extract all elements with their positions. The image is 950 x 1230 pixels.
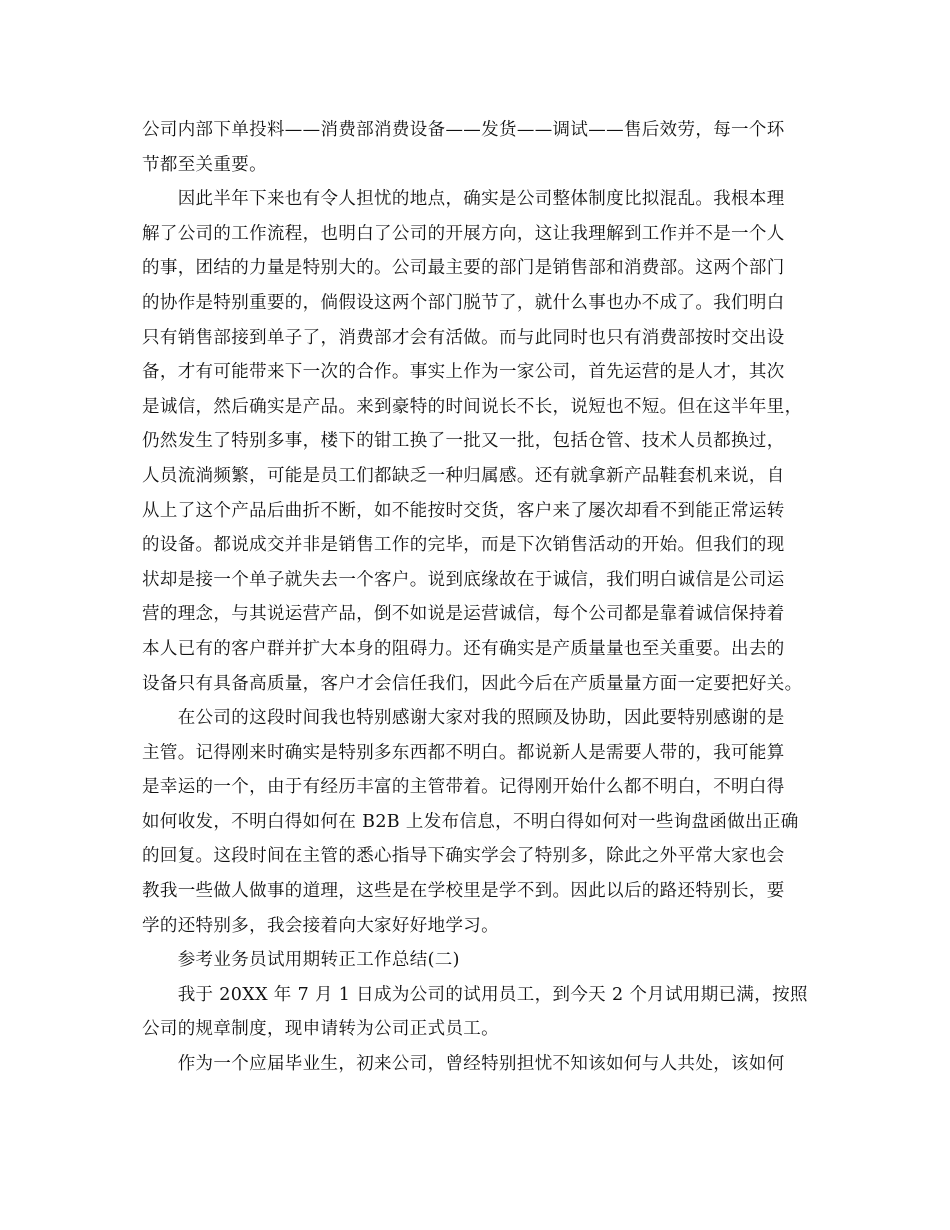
text-line: 设备只有具备高质量，客户才会信任我们，因此今后在产质量量方面一定要把好关。 (142, 673, 803, 694)
text-line: 我于 20XX 年 7 月 1 日成为公司的试用员工，到今天 2 个月试用期已满，按照 (142, 984, 808, 1005)
text-line: 公司的规章制度，现申请转为公司正式员工。 (142, 1019, 499, 1040)
text-line: 仍然发生了特别多事，楼下的钳工换了一批又一批，包括仓管、技术人员都换过， (142, 431, 785, 452)
text-line: 是幸运的一个，由于有经历丰富的主管带着。记得刚开始什么都不明白，不明白得 (142, 777, 785, 798)
document-body (142, 113, 822, 1082)
text-line: 从上了这个产品后曲折不断，如不能按时交货，客户来了屡次却看不到能正常运转 (142, 500, 785, 521)
text-line: 的设备。都说成交并非是销售工作的完毕，而是下次销售活动的开始。但我们的现 (142, 535, 785, 556)
text-line: 主管。记得刚来时确实是特别多东西都不明白。都说新人是需要人带的，我可能算 (142, 742, 785, 763)
text-line: 营的理念，与其说运营产品，倒不如说是运营诚信，每个公司都是靠着诚信保持着 (142, 604, 785, 625)
text-line: 公司内部下单投料——消费部消费设备——发货——调试——售后效劳，每一个环 (142, 120, 785, 140)
text-line: 解了公司的工作流程，也明白了公司的开展方向，这让我理解到工作并不是一个人 (142, 223, 785, 244)
text-line: 教我一些做人做事的道理，这些是在学校里是学不到。因此以后的路还特别长，要 (142, 881, 785, 902)
section-heading: 参考业务员试用期转正工作总结(二) (142, 950, 460, 971)
text-line: 只有销售部接到单子了，消费部才会有活做。而与此同时也只有消费部按时交出设 (142, 327, 785, 348)
text-line: 本人已有的客户群并扩大本身的阻碍力。还有确实是产质量量也至关重要。出去的 (142, 638, 785, 659)
text-line: 人员流淌频繁，可能是员工们都缺乏一种归属感。还有就拿新产品鞋套机来说，自 (142, 465, 785, 486)
text-line: 如何收发，不明白得如何在 B2B 上发布信息，不明白得如何对一些询盘函做出正确 (142, 811, 799, 832)
text-line: 因此半年下来也有令人担忧的地点，确实是公司整体制度比拟混乱。我根本理 (142, 189, 785, 210)
text-line: 的事，团结的力量是特别大的。公司最主要的部门是销售部和消费部。这两个部门 (142, 258, 785, 279)
text-line: 状却是接一个单子就失去一个客户。说到底缘故在于诚信，我们明白诚信是公司运 (142, 569, 785, 590)
text-line: 在公司的这段时间我也特别感谢大家对我的照顾及协助，因此要特别感谢的是 (142, 708, 785, 729)
text-line: 备，才有可能带来下一次的合作。事实上作为一家公司，首先运营的是人才，其次 (142, 362, 785, 383)
text-line: 的回复。这段时间在主管的悉心指导下确实学会了特别多，除此之外平常大家也会 (142, 846, 785, 867)
text-line: 作为一个应届毕业生，初来公司，曾经特别担忧不知该如何与人共处，该如何 (142, 1054, 785, 1075)
text-line: 节都至关重要。 (142, 154, 267, 175)
text-line: 的协作是特别重要的，倘假设这两个部门脱节了，就什么事也办不成了。我们明白 (142, 292, 785, 313)
text-line: 学的还特别多，我会接着向大家好好地学习。 (142, 915, 499, 936)
text-line: 是诚信，然后确实是产品。来到豪特的时间说长不长，说短也不短。但在这半年里， (142, 396, 803, 417)
